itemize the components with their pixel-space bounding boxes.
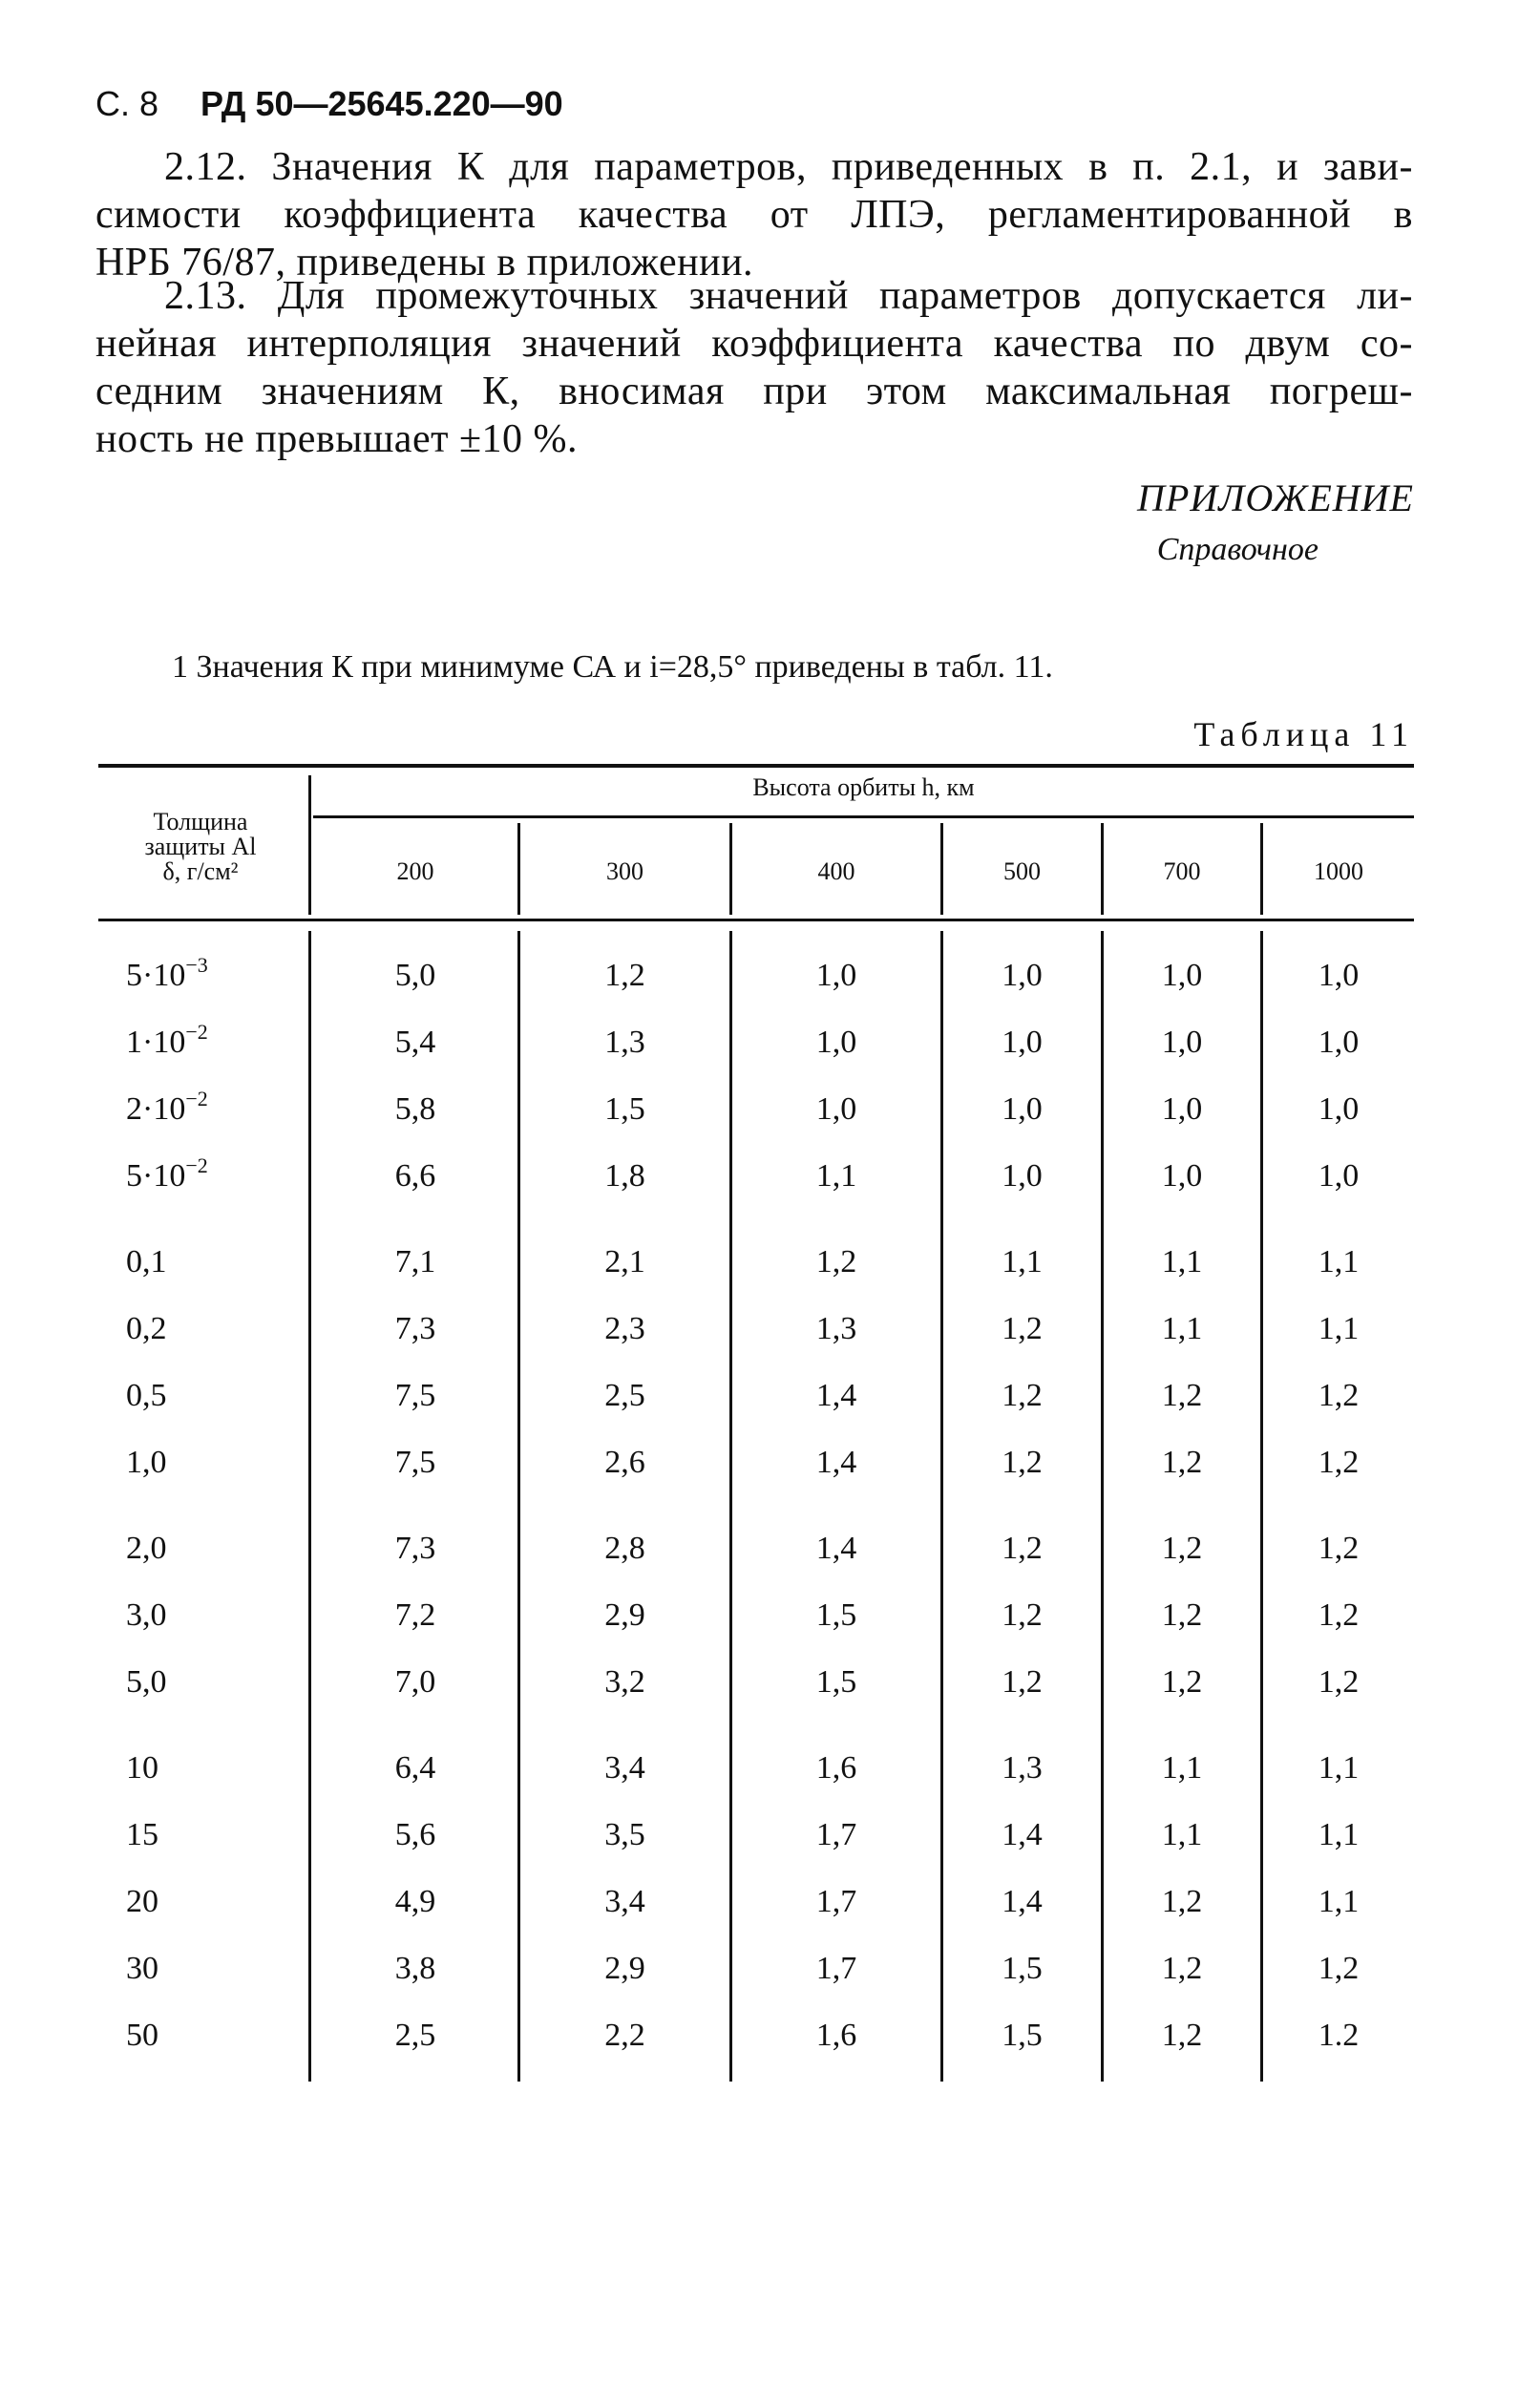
paragraph-line: НРБ 76/87, приведены в приложении.: [95, 241, 754, 285]
table-row: [0, 1378, 1540, 1426]
quality-factor-cell: 2,2: [604, 2018, 645, 2053]
quality-factor-cell: 1,0: [1002, 1158, 1043, 1194]
column-header: 1000: [1314, 857, 1363, 885]
quality-factor-cell: 1,1: [1161, 1817, 1203, 1852]
thickness-value: 50: [126, 2018, 158, 2053]
quality-factor-cell: 1,5: [604, 1091, 645, 1127]
page-header: [95, 84, 563, 124]
quality-factor-cell: 1,1: [1318, 1311, 1360, 1346]
quality-factor-cell: 1,6: [815, 2018, 857, 2053]
quality-factor-cell: 1,2: [1002, 1531, 1043, 1566]
thickness-mantissa: 5·10: [126, 1158, 186, 1194]
shield-thickness-cell: [126, 1531, 298, 1567]
quality-factor-cell: 7,5: [394, 1445, 436, 1480]
thickness-value: 10: [126, 1750, 158, 1786]
shield-thickness-cell: [126, 1884, 298, 1920]
quality-factor-cell: 7,1: [394, 1244, 436, 1279]
table-row: [0, 1951, 1540, 1998]
shield-thickness-cell: [126, 1750, 298, 1786]
quality-factor-cell: 1,2: [1318, 1378, 1360, 1413]
quality-factor-cell: 1,2: [815, 1244, 857, 1279]
quality-factor-cell: 1,7: [815, 1884, 857, 1919]
quality-factor-cell: 1,3: [1002, 1750, 1043, 1786]
quality-factor-cell: 2,5: [604, 1378, 645, 1413]
quality-factor-cell: 1,2: [1002, 1597, 1043, 1633]
quality-factor-cell: 1,2: [1161, 1951, 1203, 1986]
quality-factor-cell: 1,2: [1002, 1311, 1043, 1346]
quality-factor-cell: 1,0: [1318, 1025, 1360, 1060]
quality-factor-cell: 5,6: [394, 1817, 436, 1852]
table-row: [0, 1884, 1540, 1932]
quality-factor-cell: 1,1: [1318, 1244, 1360, 1279]
quality-factor-cell: 1,1: [1318, 1817, 1360, 1852]
appendix-subtitle: Справочное: [1156, 532, 1318, 567]
quality-factor-cell: 7,2: [394, 1597, 436, 1633]
thickness-value: 0,2: [126, 1311, 167, 1346]
thickness-value: 20: [126, 1884, 158, 1919]
quality-factor-cell: 1,2: [1161, 1445, 1203, 1480]
table-row: [0, 1817, 1540, 1865]
quality-factor-cell: 1,2: [1318, 1597, 1360, 1633]
column-divider: [308, 775, 311, 915]
paragraph-2-13: [95, 272, 1413, 463]
shield-thickness-cell: [126, 1244, 298, 1280]
shield-thickness-cell: [126, 1597, 298, 1634]
quality-factor-cell: 1,7: [815, 1951, 857, 1986]
quality-factor-cell: 1,1: [1318, 1750, 1360, 1786]
quality-factor-cell: 1,3: [604, 1025, 645, 1060]
paragraph-line: седним значениям К, вносимая при этом максимальная погреш-: [95, 370, 1413, 413]
quality-factor-cell: 3,5: [604, 1817, 645, 1852]
quality-factor-cell: 4,9: [394, 1884, 436, 1919]
quality-factor-cell: 1,4: [815, 1445, 857, 1480]
quality-factor-cell: 3,4: [604, 1750, 645, 1786]
quality-factor-cell: 1,2: [1318, 1951, 1360, 1986]
quality-factor-cell: 7,3: [394, 1311, 436, 1346]
quality-factor-cell: 1,0: [815, 958, 857, 993]
thickness-exponent: −2: [185, 1087, 208, 1110]
thickness-value: 0,1: [126, 1244, 167, 1279]
quality-factor-cell: 5,0: [394, 958, 436, 993]
table-row: [0, 1445, 1540, 1492]
column-header: 300: [606, 857, 643, 885]
thickness-exponent: −2: [185, 1153, 208, 1177]
quality-factor-cell: 5,8: [394, 1091, 436, 1127]
quality-factor-cell: 2,5: [394, 2018, 436, 2053]
quality-factor-cell: 2,3: [604, 1311, 645, 1346]
row-header-line: защиты Al: [144, 833, 257, 860]
quality-factor-cell: 1.2: [1318, 2018, 1360, 2053]
quality-factor-cell: 1,2: [1161, 1664, 1203, 1700]
table-row: [0, 1244, 1540, 1292]
paragraph-line: симости коэффициента качества от ЛПЭ, регламентированной в: [95, 193, 1413, 237]
thickness-value: 1,0: [126, 1445, 167, 1480]
quality-factor-cell: 1,5: [815, 1597, 857, 1633]
quality-factor-cell: 1,5: [815, 1664, 857, 1700]
quality-factor-cell: 1,2: [1161, 1884, 1203, 1919]
shield-thickness-cell: [126, 1664, 298, 1701]
appendix-title: ПРИЛОЖЕНИЕ: [1137, 476, 1414, 519]
quality-factor-cell: 2,6: [604, 1445, 645, 1480]
quality-factor-cell: 1,7: [815, 1817, 857, 1852]
column-header: 500: [1003, 857, 1041, 885]
quality-factor-cell: 1,0: [1161, 1158, 1203, 1194]
quality-factor-cell: 1,4: [1002, 1884, 1043, 1919]
shield-thickness-cell: [126, 1817, 298, 1853]
quality-factor-cell: 1,1: [1318, 1884, 1360, 1919]
shield-thickness-cell: [126, 1153, 298, 1194]
group-header: Высота орбиты h, км: [752, 773, 975, 801]
document-code: РД 50—25645.220—90: [200, 84, 563, 123]
table-label: Таблица 11: [1193, 715, 1414, 753]
table-row: [0, 1311, 1540, 1359]
table-row: [0, 1531, 1540, 1578]
quality-factor-cell: 1,2: [1002, 1378, 1043, 1413]
paragraph-line: 2.12. Значения К для параметров, приведенных в п. 2.1, и зави-: [164, 145, 1413, 189]
quality-factor-cell: 1,2: [1161, 1378, 1203, 1413]
quality-factor-cell: 1,2: [1318, 1664, 1360, 1700]
quality-factor-cell: 1,5: [1002, 2018, 1043, 2053]
thickness-mantissa: 1·10: [126, 1025, 186, 1060]
thickness-value: 0,5: [126, 1378, 167, 1413]
shield-thickness-cell: [126, 1087, 298, 1128]
quality-factor-cell: 5,4: [394, 1025, 436, 1060]
quality-factor-cell: 1,0: [1161, 958, 1203, 993]
column-header: 200: [396, 857, 434, 885]
shield-thickness-cell: [126, 953, 298, 994]
quality-factor-cell: 1,2: [1002, 1445, 1043, 1480]
quality-factor-cell: 2,1: [604, 1244, 645, 1279]
shield-thickness-cell: [126, 1378, 298, 1414]
quality-factor-cell: 3,8: [394, 1951, 436, 1986]
paragraph-line: 2.13. Для промежуточных значений параметров допускается ли-: [164, 274, 1413, 318]
row-header-line: δ, г/см²: [162, 857, 239, 885]
quality-factor-cell: 1,0: [815, 1025, 857, 1060]
quality-factor-cell: 2,9: [604, 1597, 645, 1633]
thickness-exponent: −3: [185, 953, 208, 977]
quality-factor-cell: 1,0: [1318, 958, 1360, 993]
column-header: 700: [1163, 857, 1201, 885]
table-row: [0, 1087, 1540, 1139]
quality-factor-cell: 1,0: [1002, 1091, 1043, 1127]
quality-factor-cell: 1,1: [1161, 1750, 1203, 1786]
quality-factor-cell: 1,1: [1161, 1311, 1203, 1346]
shield-thickness-cell: [126, 1445, 298, 1481]
quality-factor-cell: 7,3: [394, 1531, 436, 1566]
quality-factor-cell: 1,8: [604, 1158, 645, 1194]
thickness-mantissa: 2·10: [126, 1091, 186, 1127]
quality-factor-cell: 3,4: [604, 1884, 645, 1919]
table-row: [0, 953, 1540, 1005]
quality-factor-cell: 7,0: [394, 1664, 436, 1700]
quality-factor-cell: 1,0: [1002, 1025, 1043, 1060]
quality-factor-cell: 1,5: [1002, 1951, 1043, 1986]
table-row: [0, 1020, 1540, 1072]
row-header-line: Толщина: [153, 808, 248, 835]
table-top-rule: [98, 764, 1414, 768]
table-row: [0, 1153, 1540, 1206]
quality-factor-cell: 1,0: [1318, 1091, 1360, 1127]
quality-factor-cell: 7,5: [394, 1378, 436, 1413]
page-number: С. 8: [95, 84, 159, 123]
table-row: [0, 2018, 1540, 2065]
thickness-value: 5,0: [126, 1664, 167, 1700]
row-header: [105, 810, 296, 884]
table-row: [0, 1750, 1540, 1798]
thickness-value: 30: [126, 1951, 158, 1986]
shield-thickness-cell: [126, 1951, 298, 1987]
thickness-value: 15: [126, 1817, 158, 1852]
thickness-value: 3,0: [126, 1597, 167, 1633]
quality-factor-cell: 1,4: [815, 1378, 857, 1413]
table-header-rule: [98, 919, 1414, 921]
appendix-heading: [1137, 476, 1414, 568]
shield-thickness-cell: [126, 1311, 298, 1347]
table-note: 1 Значения К при минимуме СА и i=28,5° приведены в табл. 11.: [172, 649, 1053, 685]
quality-factor-cell: 1,3: [815, 1311, 857, 1346]
quality-factor-cell: 1,2: [1161, 1531, 1203, 1566]
quality-factor-cell: 6,6: [394, 1158, 436, 1194]
quality-factor-cell: 1,6: [815, 1750, 857, 1786]
quality-factor-cell: 1,2: [1161, 1597, 1203, 1633]
quality-factor-cell: 1,2: [1161, 2018, 1203, 2053]
thickness-mantissa: 5·10: [126, 958, 186, 993]
shield-thickness-cell: [126, 2018, 298, 2054]
quality-factor-cell: 1,1: [1002, 1244, 1043, 1279]
quality-factor-cell: 1,4: [1002, 1817, 1043, 1852]
quality-factor-cell: 1,0: [1161, 1025, 1203, 1060]
paragraph-line: нейная интерполяция значений коэффициента качества по двум со-: [95, 322, 1413, 366]
quality-factor-cell: 1,4: [815, 1531, 857, 1566]
quality-factor-cell: 2,9: [604, 1951, 645, 1986]
quality-factor-cell: 1,2: [1318, 1531, 1360, 1566]
table-row: [0, 1664, 1540, 1712]
quality-factor-cell: 1,2: [1002, 1664, 1043, 1700]
table-group-rule: [313, 815, 1414, 818]
quality-factor-cell: 1,0: [1161, 1091, 1203, 1127]
quality-factor-cell: 2,8: [604, 1531, 645, 1566]
quality-factor-cell: 1,1: [1161, 1244, 1203, 1279]
table-row: [0, 1597, 1540, 1645]
paragraph-2-12: [95, 143, 1413, 286]
shield-thickness-cell: [126, 1020, 298, 1061]
quality-factor-cell: 1,1: [815, 1158, 857, 1194]
thickness-value: 2,0: [126, 1531, 167, 1566]
quality-factor-cell: 1,2: [604, 958, 645, 993]
thickness-exponent: −2: [185, 1020, 208, 1044]
quality-factor-cell: 6,4: [394, 1750, 436, 1786]
quality-factor-cell: 1,2: [1318, 1445, 1360, 1480]
paragraph-line: ность не превышает ±10 %.: [95, 417, 578, 461]
quality-factor-cell: 3,2: [604, 1664, 645, 1700]
column-header: 400: [817, 857, 855, 885]
quality-factor-cell: 1,0: [815, 1091, 857, 1127]
quality-factor-cell: 1,0: [1318, 1158, 1360, 1194]
quality-factor-cell: 1,0: [1002, 958, 1043, 993]
